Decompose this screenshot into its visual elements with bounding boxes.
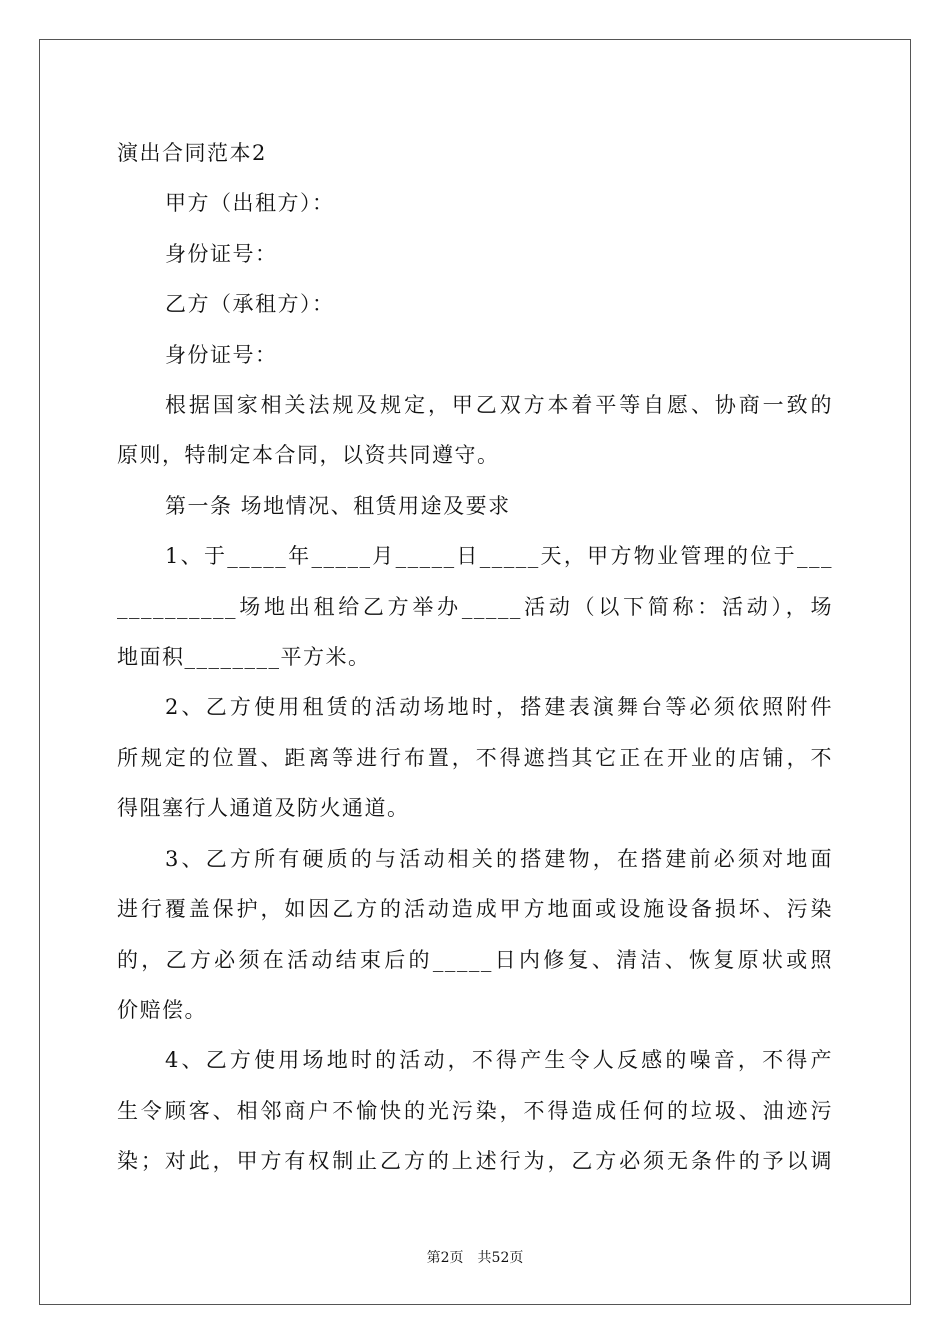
clause-4-line-2: 生令顾客、相邻商户不愉快的光污染，不得造成任何的垃圾、油迹污 — [117, 1098, 833, 1123]
page-total: 共52页 — [477, 1250, 524, 1266]
clause-1-line-1: 1、于_____年_____月_____日_____天，甲方物业管理的位于___ — [165, 544, 833, 569]
clause-2-line-1: 2、乙方使用租赁的活动场地时，搭建表演舞台等必须依照附件 — [165, 695, 833, 720]
article-1-heading: 第一条 场地情况、租赁用途及要求 — [165, 493, 511, 518]
clause-1-line-2: __________场地出租给乙方举办_____活动（以下简称：活动），场 — [117, 594, 833, 619]
party-b-id-line: 身份证号： — [165, 342, 278, 367]
page-footer — [0, 1247, 950, 1267]
clause-1-line-3: 地面积________平方米。 — [117, 645, 371, 670]
clause-4-line-3: 染；对此，甲方有权制止乙方的上述行为，乙方必须无条件的予以调 — [117, 1149, 833, 1174]
party-a-line: 甲方（出租方）： — [165, 191, 335, 216]
clause-4-line-1: 4、乙方使用场地时的活动，不得产生令人反感的噪音，不得产 — [165, 1048, 833, 1073]
clause-2-line-3: 得阻塞行人通道及防火通道。 — [117, 796, 410, 821]
clause-3-line-3: 的，乙方必须在活动结束后的_____日内修复、清洁、恢复原状或照 — [117, 947, 833, 972]
clause-3-line-4: 价赔偿。 — [117, 997, 207, 1022]
party-a-id-line: 身份证号： — [165, 241, 278, 266]
clause-2-line-2: 所规定的位置、距离等进行布置，不得遮挡其它正在开业的店铺，不 — [117, 745, 833, 770]
party-b-line: 乙方（承租方）： — [165, 292, 335, 317]
preamble-line-1: 根据国家相关法规及规定，甲乙双方本着平等自愿、协商一致的 — [165, 393, 833, 418]
document-title: 演出合同范本2 — [117, 141, 267, 165]
clause-3-line-1: 3、乙方所有硬质的与活动相关的搭建物，在搭建前必须对地面 — [165, 846, 833, 871]
preamble-line-2: 原则，特制定本合同，以资共同遵守。 — [117, 443, 500, 468]
clause-3-line-2: 进行覆盖保护，如因乙方的活动造成甲方地面或设施设备损坏、污染 — [117, 897, 833, 922]
page-number: 第2页 — [426, 1250, 464, 1266]
document-body — [117, 128, 833, 1187]
